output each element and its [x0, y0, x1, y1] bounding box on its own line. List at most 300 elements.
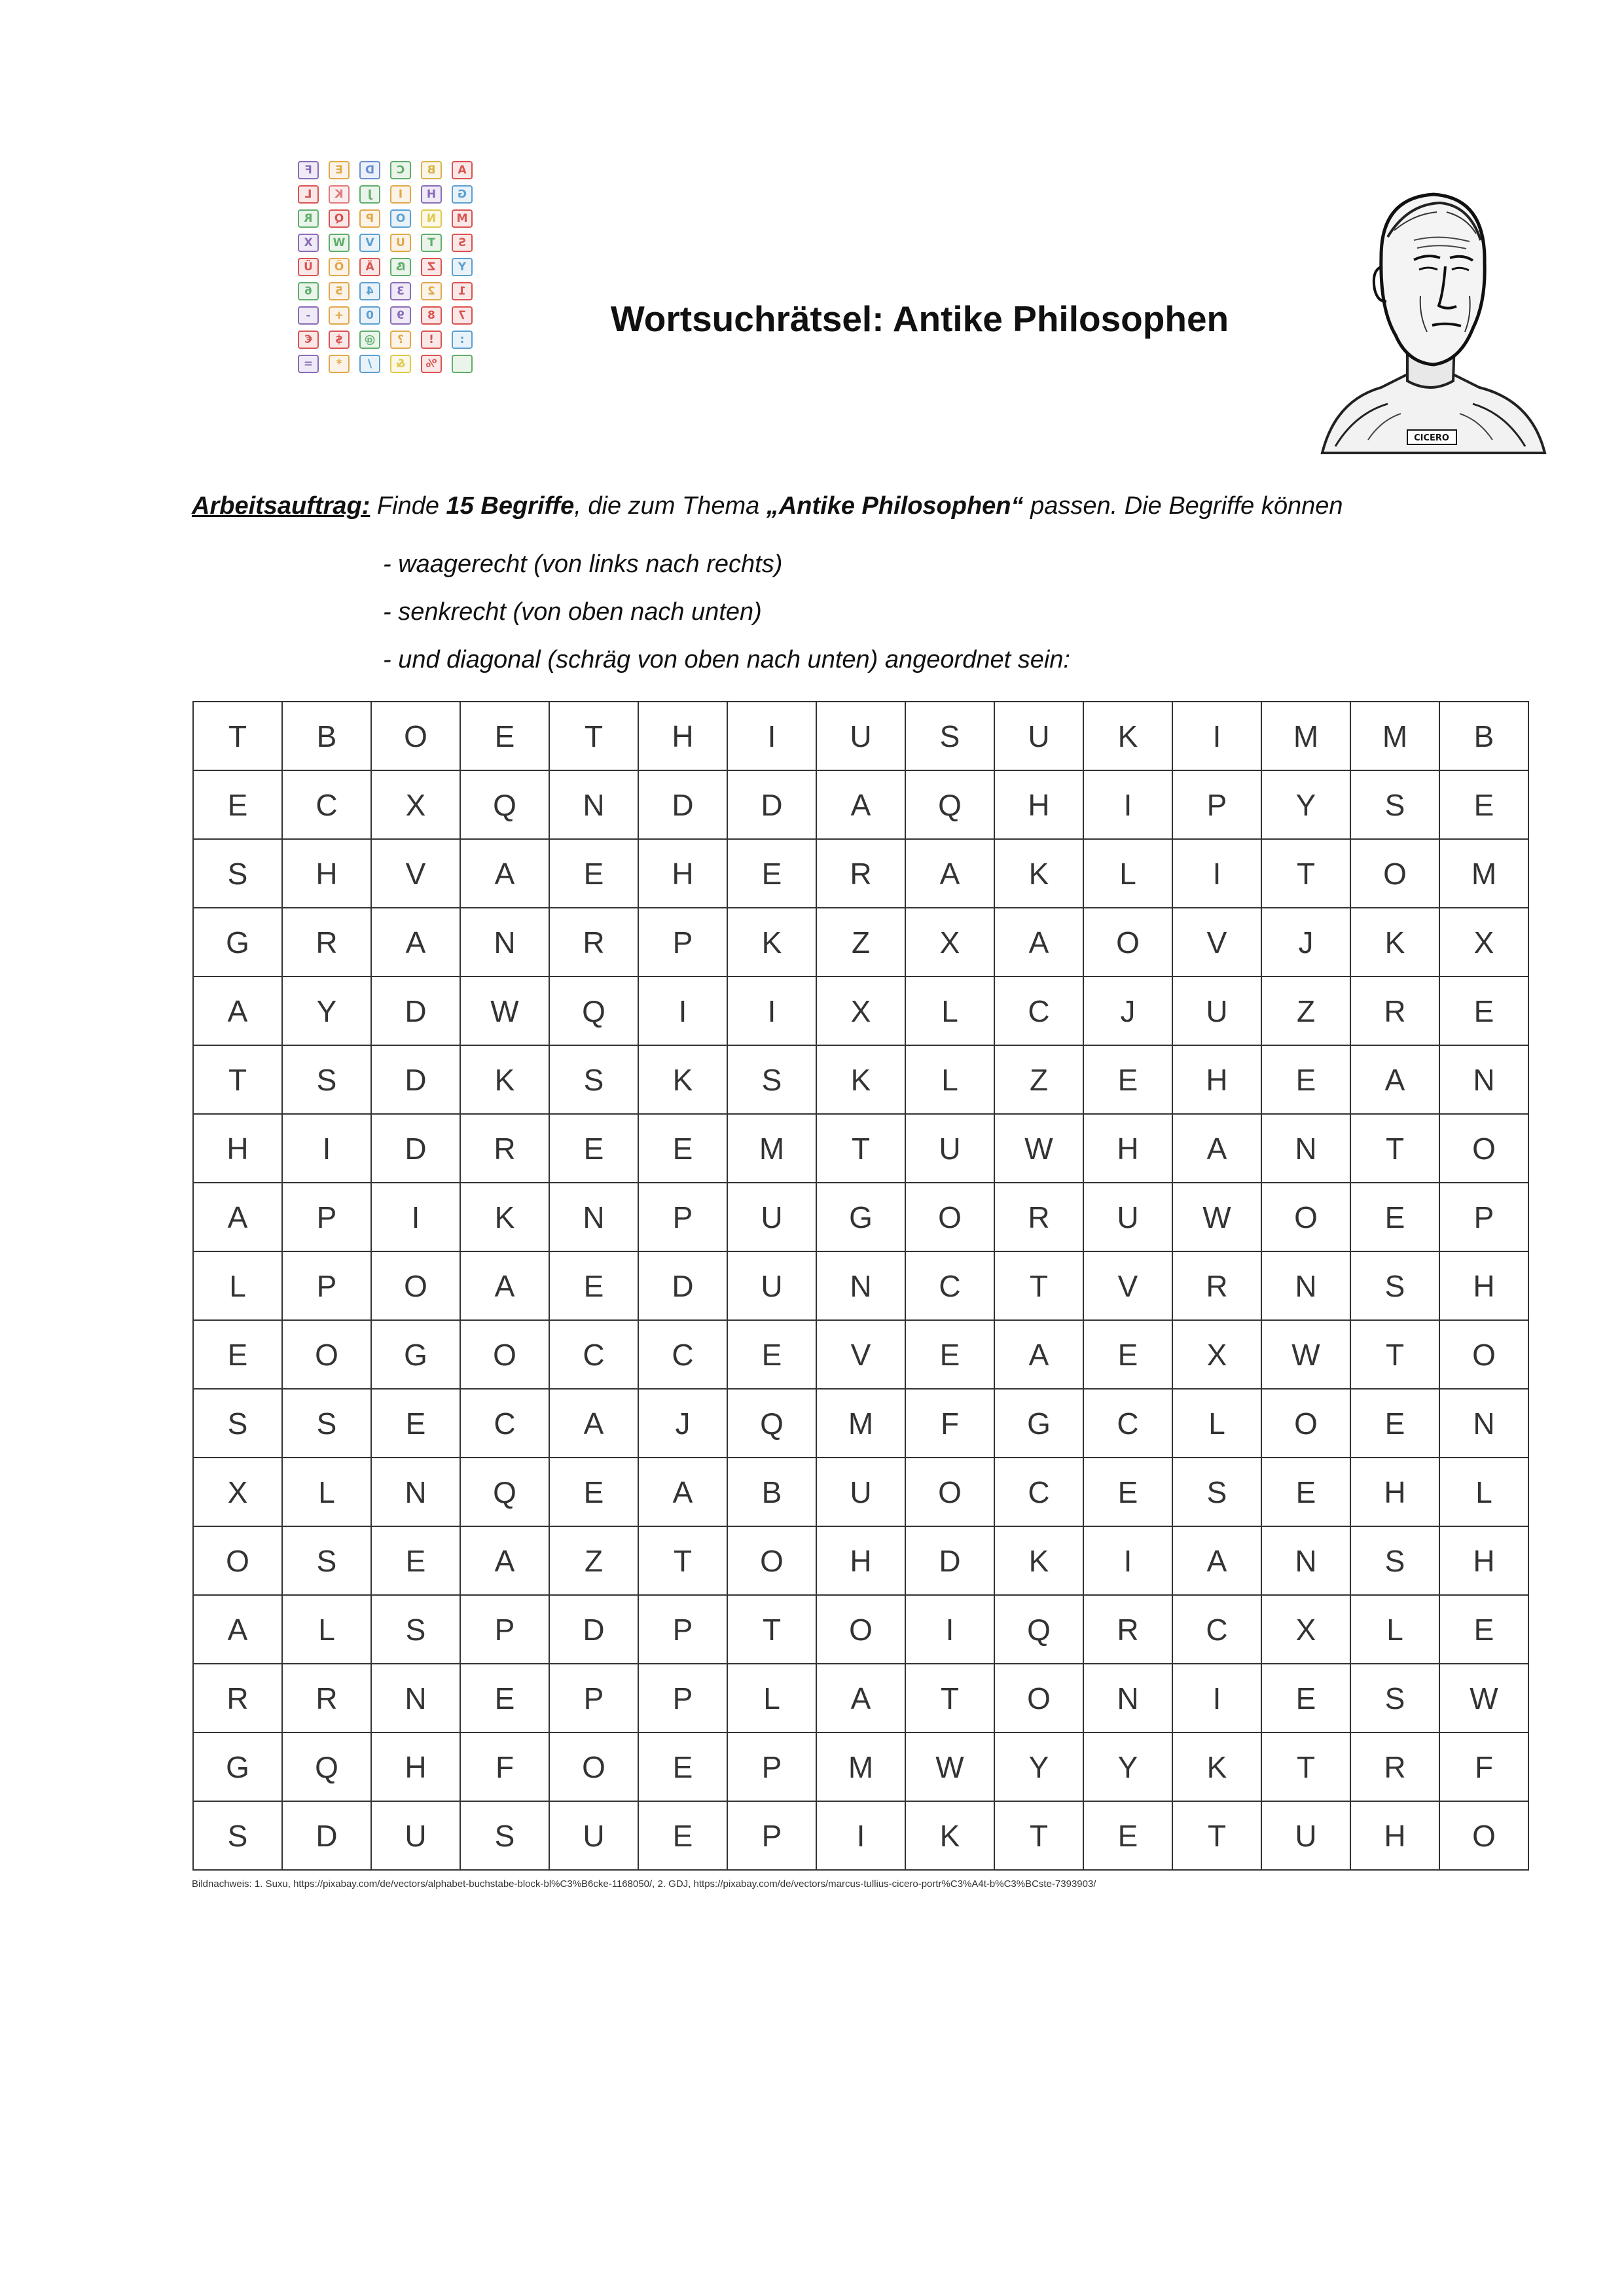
alphabet-block: 3 [390, 282, 411, 300]
grid-cell: W [460, 977, 549, 1045]
grid-row [193, 1114, 1528, 1183]
grid-cell: W [994, 1114, 1083, 1183]
grid-row [193, 1320, 1528, 1389]
alphabet-block: M [452, 209, 473, 228]
grid-cell: K [994, 839, 1083, 908]
grid-cell: M [1350, 702, 1439, 770]
grid-cell: L [282, 1458, 371, 1526]
grid-cell: E [1083, 1320, 1172, 1389]
grid-cell: Z [1261, 977, 1350, 1045]
grid-cell: R [193, 1664, 282, 1732]
grid-cell: T [1261, 1732, 1350, 1801]
grid-cell: K [460, 1045, 549, 1114]
grid-cell: I [1083, 1526, 1172, 1595]
grid-cell: C [460, 1389, 549, 1458]
grid-cell: X [1172, 1320, 1261, 1389]
grid-cell: E [727, 1320, 816, 1389]
grid-cell: X [193, 1458, 282, 1526]
grid-cell: P [549, 1664, 638, 1732]
alphabet-block: V [359, 234, 380, 252]
grid-cell: P [638, 1595, 727, 1664]
task-direction-list [383, 541, 1070, 684]
grid-cell: G [371, 1320, 460, 1389]
grid-cell: H [816, 1526, 905, 1595]
grid-cell: P [282, 1183, 371, 1251]
grid-cell: U [905, 1114, 994, 1183]
alphabet-block: C [390, 161, 411, 179]
grid-cell: V [1172, 908, 1261, 977]
grid-cell: T [638, 1526, 727, 1595]
grid-cell: G [994, 1389, 1083, 1458]
grid-cell: W [905, 1732, 994, 1801]
grid-cell: I [1172, 702, 1261, 770]
grid-cell: D [727, 770, 816, 839]
grid-cell: L [193, 1251, 282, 1320]
alphabet-block: Ü [298, 258, 319, 276]
grid-cell: N [549, 1183, 638, 1251]
grid-cell: S [282, 1045, 371, 1114]
grid-cell: N [816, 1251, 905, 1320]
grid-cell: T [549, 702, 638, 770]
grid-cell: E [905, 1320, 994, 1389]
grid-cell: U [816, 702, 905, 770]
alphabet-block: ? [390, 331, 411, 349]
grid-cell: K [1350, 908, 1439, 977]
alphabet-block: X [298, 234, 319, 252]
grid-cell: L [1350, 1595, 1439, 1664]
grid-cell: Q [549, 977, 638, 1045]
grid-cell: N [1261, 1251, 1350, 1320]
alphabet-block: A [452, 161, 473, 179]
alphabet-block: ẞ [390, 258, 411, 276]
grid-cell: R [1350, 1732, 1439, 1801]
grid-cell: G [193, 908, 282, 977]
grid-cell: E [1261, 1664, 1350, 1732]
alphabet-block: / [359, 355, 380, 373]
grid-cell: S [1350, 770, 1439, 839]
grid-cell: G [816, 1183, 905, 1251]
grid-row [193, 1458, 1528, 1526]
grid-cell: B [727, 1458, 816, 1526]
alphabet-blocks-icon [298, 161, 481, 382]
word-search-grid [192, 701, 1529, 1871]
grid-cell: L [282, 1595, 371, 1664]
grid-cell: V [816, 1320, 905, 1389]
grid-cell: T [727, 1595, 816, 1664]
grid-cell: H [282, 839, 371, 908]
grid-cell: P [638, 1664, 727, 1732]
grid-cell: Z [549, 1526, 638, 1595]
grid-cell: E [460, 1664, 549, 1732]
grid-cell: C [282, 770, 371, 839]
grid-cell: E [371, 1526, 460, 1595]
task-text-3: passen. Die Begriffe können [1023, 492, 1343, 520]
grid-cell: H [193, 1114, 282, 1183]
grid-cell: S [193, 1389, 282, 1458]
alphabet-block: L [298, 185, 319, 204]
grid-cell: V [1083, 1251, 1172, 1320]
grid-row [193, 1183, 1528, 1251]
grid-cell: I [816, 1801, 905, 1870]
grid-cell: P [282, 1251, 371, 1320]
grid-cell: I [1172, 1664, 1261, 1732]
grid-cell: R [816, 839, 905, 908]
grid-cell: I [905, 1595, 994, 1664]
grid-cell: B [1439, 702, 1528, 770]
grid-cell: C [638, 1320, 727, 1389]
alphabet-block: F [298, 161, 319, 179]
grid-cell: O [994, 1664, 1083, 1732]
grid-cell: A [460, 1251, 549, 1320]
alphabet-block: 8 [421, 306, 442, 325]
grid-cell: K [816, 1045, 905, 1114]
grid-cell: Q [282, 1732, 371, 1801]
grid-cell: U [549, 1801, 638, 1870]
grid-cell: R [1172, 1251, 1261, 1320]
grid-cell: E [1439, 1595, 1528, 1664]
grid-cell: A [193, 1183, 282, 1251]
grid-cell: R [282, 1664, 371, 1732]
grid-row [193, 1526, 1528, 1595]
grid-cell: O [371, 702, 460, 770]
task-text-1: Finde [370, 492, 446, 520]
grid-cell: T [816, 1114, 905, 1183]
grid-cell: T [994, 1801, 1083, 1870]
grid-cell: A [549, 1389, 638, 1458]
grid-cell: S [371, 1595, 460, 1664]
grid-cell: E [1439, 977, 1528, 1045]
grid-cell: C [1172, 1595, 1261, 1664]
grid-cell: E [1261, 1045, 1350, 1114]
grid-cell: E [1439, 770, 1528, 839]
grid-cell: T [1350, 1320, 1439, 1389]
grid-cell: N [549, 770, 638, 839]
grid-cell: X [905, 908, 994, 977]
grid-cell: H [371, 1732, 460, 1801]
alphabet-block: 1 [452, 282, 473, 300]
grid-cell: S [1350, 1526, 1439, 1595]
grid-cell: I [1172, 839, 1261, 908]
alphabet-block: : [452, 331, 473, 349]
grid-cell: O [1083, 908, 1172, 977]
grid-row [193, 839, 1528, 908]
alphabet-block: € [298, 331, 319, 349]
grid-cell: O [1261, 1389, 1350, 1458]
grid-cell: I [371, 1183, 460, 1251]
alphabet-block: D [359, 161, 380, 179]
grid-cell: Z [816, 908, 905, 977]
grid-cell: S [193, 839, 282, 908]
grid-cell: B [282, 702, 371, 770]
grid-cell: A [460, 839, 549, 908]
grid-cell: J [1261, 908, 1350, 977]
grid-cell: A [816, 1664, 905, 1732]
image-credits: Bildnachweis: 1. Suxu, https://pixabay.com/de/vectors/alphabet-buchstabe-block-bl%C3%B6cke-1168050/, 2. GDJ, https://pixabay.com/de/vectors/marcus-tullius-cicero-portr%C3%A4t-b%C3%BCste-7393903/ [192, 1878, 1096, 1890]
grid-cell: K [1083, 702, 1172, 770]
grid-cell: O [282, 1320, 371, 1389]
grid-cell: D [905, 1526, 994, 1595]
grid-cell: N [1261, 1526, 1350, 1595]
grid-row [193, 702, 1528, 770]
grid-row [193, 1595, 1528, 1664]
grid-cell: E [727, 839, 816, 908]
grid-cell: E [638, 1732, 727, 1801]
grid-cell: F [460, 1732, 549, 1801]
grid-cell: O [1350, 839, 1439, 908]
grid-cell: J [638, 1389, 727, 1458]
grid-cell: P [638, 908, 727, 977]
grid-cell: N [1439, 1045, 1528, 1114]
grid-cell: E [460, 702, 549, 770]
alphabet-block [452, 355, 473, 373]
grid-cell: E [193, 1320, 282, 1389]
alphabet-block: H [421, 185, 442, 204]
grid-cell: K [727, 908, 816, 977]
grid-cell: C [994, 1458, 1083, 1526]
alphabet-block: K [329, 185, 350, 204]
grid-cell: C [994, 977, 1083, 1045]
grid-cell: P [460, 1595, 549, 1664]
alphabet-block: P [359, 209, 380, 228]
grid-cell: S [727, 1045, 816, 1114]
grid-cell: X [1261, 1595, 1350, 1664]
grid-cell: P [727, 1732, 816, 1801]
grid-cell: H [638, 702, 727, 770]
grid-cell: P [727, 1801, 816, 1870]
grid-cell: E [1261, 1458, 1350, 1526]
grid-cell: O [816, 1595, 905, 1664]
alphabet-block: 9 [390, 306, 411, 325]
direction-diagonal: - und diagonal (schräg von oben nach unten) angeordnet sein: [383, 646, 1070, 673]
grid-cell: F [1439, 1732, 1528, 1801]
grid-cell: R [1083, 1595, 1172, 1664]
grid-cell: A [1172, 1526, 1261, 1595]
grid-cell: E [549, 839, 638, 908]
alphabet-block: 4 [359, 282, 380, 300]
alphabet-block: 5 [329, 282, 350, 300]
grid-cell: J [1083, 977, 1172, 1045]
page-title: Wortsuchrätsel: Antike Philosophen [610, 298, 1229, 339]
grid-cell: O [905, 1458, 994, 1526]
alphabet-block: G [452, 185, 473, 204]
direction-horizontal: - waagerecht (von links nach rechts) [383, 550, 783, 578]
alphabet-block: Z [421, 258, 442, 276]
alphabet-block: T [421, 234, 442, 252]
grid-cell: I [282, 1114, 371, 1183]
alphabet-block: Ä [359, 258, 380, 276]
grid-cell: D [371, 1045, 460, 1114]
grid-cell: S [193, 1801, 282, 1870]
grid-cell: H [1172, 1045, 1261, 1114]
grid-cell: N [371, 1458, 460, 1526]
grid-cell: D [638, 1251, 727, 1320]
alphabet-block: 0 [359, 306, 380, 325]
grid-cell: N [460, 908, 549, 977]
grid-cell: U [1172, 977, 1261, 1045]
portrait-caption: CICERO [1414, 433, 1449, 443]
grid-cell: W [1172, 1183, 1261, 1251]
grid-cell: N [1083, 1664, 1172, 1732]
grid-cell: O [727, 1526, 816, 1595]
grid-cell: I [638, 977, 727, 1045]
grid-cell: O [460, 1320, 549, 1389]
alphabet-block: $ [329, 331, 350, 349]
grid-cell: L [1172, 1389, 1261, 1458]
grid-cell: Q [994, 1595, 1083, 1664]
grid-cell: A [1172, 1114, 1261, 1183]
grid-cell: K [1172, 1732, 1261, 1801]
grid-cell: A [994, 908, 1083, 977]
grid-row [193, 770, 1528, 839]
grid-cell: O [371, 1251, 460, 1320]
grid-cell: O [549, 1732, 638, 1801]
grid-cell: X [816, 977, 905, 1045]
grid-cell: Z [994, 1045, 1083, 1114]
alphabet-block: + [329, 306, 350, 325]
grid-cell: U [816, 1458, 905, 1526]
task-label: Arbeitsauftrag: [192, 492, 370, 520]
grid-cell: S [1350, 1251, 1439, 1320]
grid-cell: K [905, 1801, 994, 1870]
alphabet-block: O [390, 209, 411, 228]
grid-cell: E [1083, 1801, 1172, 1870]
task-instruction [192, 492, 1343, 520]
grid-row [193, 1045, 1528, 1114]
grid-row [193, 908, 1528, 977]
task-text-2: , die zum Thema [574, 492, 767, 520]
grid-cell: H [994, 770, 1083, 839]
alphabet-block: * [329, 355, 350, 373]
alphabet-block: W [329, 234, 350, 252]
grid-cell: S [282, 1526, 371, 1595]
alphabet-block: E [329, 161, 350, 179]
alphabet-block: ! [421, 331, 442, 349]
grid-cell: Y [1261, 770, 1350, 839]
grid-cell: E [549, 1251, 638, 1320]
alphabet-block: 2 [421, 282, 442, 300]
grid-cell: Q [905, 770, 994, 839]
grid-cell: M [816, 1732, 905, 1801]
grid-cell: O [905, 1183, 994, 1251]
alphabet-block: J [359, 185, 380, 204]
grid-cell: S [460, 1801, 549, 1870]
grid-cell: E [1083, 1458, 1172, 1526]
grid-cell: U [727, 1183, 816, 1251]
grid-cell: R [1350, 977, 1439, 1045]
grid-cell: W [1261, 1320, 1350, 1389]
grid-cell: U [727, 1251, 816, 1320]
grid-cell: H [1439, 1251, 1528, 1320]
grid-cell: S [549, 1045, 638, 1114]
alphabet-block: - [298, 306, 319, 325]
task-count: 15 Begriffe [446, 492, 575, 520]
grid-cell: T [193, 702, 282, 770]
grid-cell: A [460, 1526, 549, 1595]
grid-cell: E [193, 770, 282, 839]
grid-cell: A [905, 839, 994, 908]
grid-cell: L [1083, 839, 1172, 908]
grid-cell: C [1083, 1389, 1172, 1458]
alphabet-block: = [298, 355, 319, 373]
grid-cell: I [1083, 770, 1172, 839]
grid-cell: H [1439, 1526, 1528, 1595]
grid-cell: O [1439, 1320, 1528, 1389]
grid-cell: T [905, 1664, 994, 1732]
grid-cell: D [371, 1114, 460, 1183]
grid-cell: C [905, 1251, 994, 1320]
grid-row [193, 1251, 1528, 1320]
grid-cell: D [282, 1801, 371, 1870]
grid-cell: D [549, 1595, 638, 1664]
grid-cell: P [1439, 1183, 1528, 1251]
grid-cell: A [193, 1595, 282, 1664]
grid-cell: E [549, 1114, 638, 1183]
grid-cell: O [193, 1526, 282, 1595]
grid-cell: O [1261, 1183, 1350, 1251]
grid-cell: P [1172, 770, 1261, 839]
grid-row [193, 1801, 1528, 1870]
grid-cell: S [1350, 1664, 1439, 1732]
grid-cell: D [371, 977, 460, 1045]
grid-cell: N [1261, 1114, 1350, 1183]
grid-cell: A [638, 1458, 727, 1526]
grid-cell: R [994, 1183, 1083, 1251]
grid-row [193, 1664, 1528, 1732]
grid-cell: L [905, 977, 994, 1045]
grid-cell: R [549, 908, 638, 977]
grid-cell: U [1261, 1801, 1350, 1870]
grid-cell: E [638, 1114, 727, 1183]
alphabet-block: U [390, 234, 411, 252]
grid-cell: L [727, 1664, 816, 1732]
grid-cell: K [994, 1526, 1083, 1595]
direction-vertical: - senkrecht (von oben nach unten) [383, 598, 762, 626]
grid-cell: R [460, 1114, 549, 1183]
grid-cell: D [638, 770, 727, 839]
alphabet-block: @ [359, 331, 380, 349]
task-topic: „Antike Philosophen“ [766, 492, 1024, 520]
grid-cell: T [1261, 839, 1350, 908]
grid-cell: M [727, 1114, 816, 1183]
grid-row [193, 1389, 1528, 1458]
grid-cell: L [1439, 1458, 1528, 1526]
grid-cell: E [1083, 1045, 1172, 1114]
alphabet-block: 7 [452, 306, 473, 325]
grid-cell: F [905, 1389, 994, 1458]
grid-cell: T [193, 1045, 282, 1114]
grid-cell: H [1083, 1114, 1172, 1183]
grid-cell: Q [727, 1389, 816, 1458]
grid-cell: T [1350, 1114, 1439, 1183]
alphabet-block: I [390, 185, 411, 204]
grid-cell: T [1172, 1801, 1261, 1870]
grid-cell: U [994, 702, 1083, 770]
grid-cell: Y [994, 1732, 1083, 1801]
grid-cell: P [638, 1183, 727, 1251]
grid-cell: V [371, 839, 460, 908]
grid-cell: A [1350, 1045, 1439, 1114]
grid-cell: R [282, 908, 371, 977]
grid-cell: T [994, 1251, 1083, 1320]
alphabet-block: N [421, 209, 442, 228]
grid-cell: N [1439, 1389, 1528, 1458]
grid-cell: Q [460, 770, 549, 839]
grid-row [193, 1732, 1528, 1801]
grid-row [193, 977, 1528, 1045]
grid-cell: L [905, 1045, 994, 1114]
grid-cell: E [1350, 1183, 1439, 1251]
grid-cell: Y [1083, 1732, 1172, 1801]
